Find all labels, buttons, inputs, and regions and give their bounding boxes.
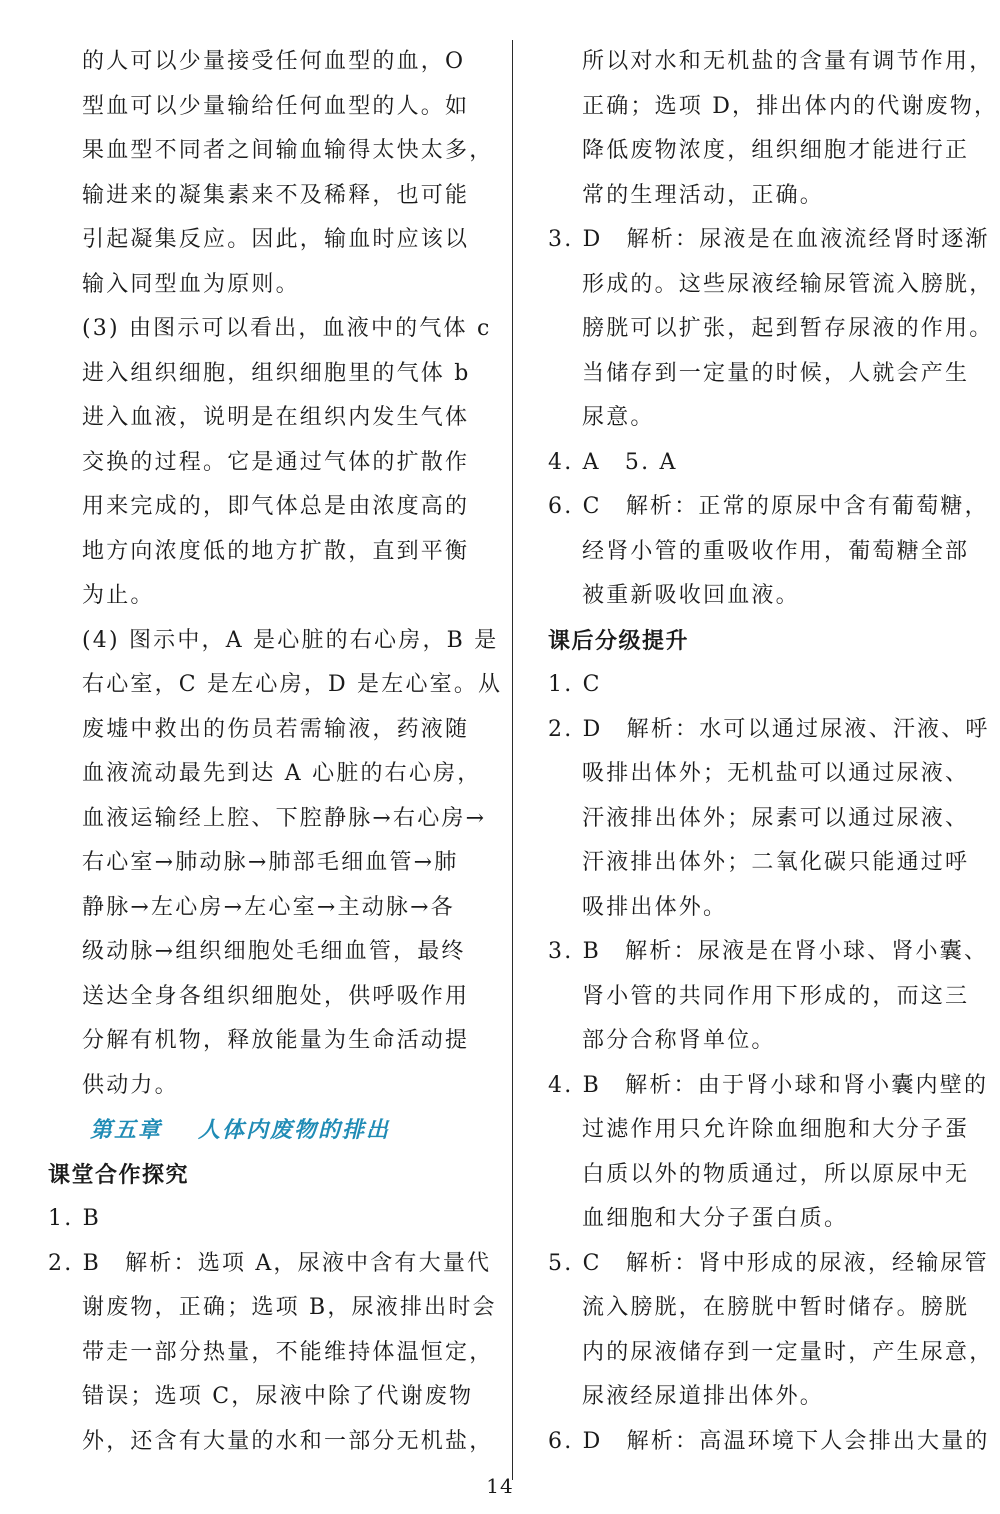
text-line: (3) 由图示可以看出，血液中的气体 c: [82, 316, 492, 341]
text-line: 进入组织细胞，组织细胞里的气体 b: [82, 360, 471, 386]
answer-line: 吸排出体外；无机盐可以通过尿液、: [582, 761, 970, 786]
section-heading: 课堂合作探究: [48, 1161, 190, 1188]
answer-line: 6. C 解析：正常的原尿中含有葡萄糖，: [548, 494, 989, 519]
text-line: 为止。: [82, 583, 155, 608]
text-line: 废墟中救出的伤员若需输液，药液随: [82, 716, 470, 742]
text-line: 级动脉→组织细胞处毛细血管，最终: [82, 939, 466, 964]
text-line: 输入同型血为原则。: [82, 271, 300, 297]
text-line: 血液运输经上腔、下腔静脉→右心房→: [82, 805, 487, 831]
text-line: 静脉→左心房→左心室→主动脉→各: [82, 894, 455, 920]
answer-line: 谢废物，正确；选项 B，尿液排出时会: [82, 1295, 497, 1320]
answer-line: 内的尿液储存到一定量时，产生尿意，: [582, 1339, 994, 1365]
answer-line: 2. B 解析：选项 A，尿液中含有大量代: [48, 1250, 492, 1276]
answer-line: 4. B 解析：由于肾小球和肾小囊内壁的: [548, 1072, 989, 1098]
answer-line: 1. B: [48, 1206, 101, 1231]
answer-line: 1. C: [548, 672, 602, 697]
answer-line: 经肾小管的重吸收作用，葡萄糖全部: [582, 538, 970, 564]
answer-line: 正确；选项 D，排出体内的代谢废物，: [582, 93, 999, 119]
answer-line: 膀胱可以扩张，起到暂存尿液的作用。: [582, 316, 994, 341]
text-line: 地方向浓度低的地方扩散，直到平衡: [82, 538, 470, 564]
answer-line: 汗液排出体外；尿素可以通过尿液、: [582, 805, 970, 831]
answer-line: 肾小管的共同作用下形成的，而这三: [582, 983, 970, 1009]
section-heading: 课后分级提升: [548, 627, 690, 654]
left-column: [48, 40, 503, 1464]
answer-line: 5. C 解析：肾中形成的尿液，经输尿管: [548, 1250, 989, 1276]
answer-line: 带走一部分热量，不能维持体温恒定，: [82, 1339, 494, 1365]
text-line: (4) 图示中，A 是心脏的右心房，B 是: [82, 627, 499, 653]
answer-line: 过滤作用只允许除血细胞和大分子蛋: [582, 1117, 970, 1142]
chapter-number: 第五章: [90, 1117, 163, 1143]
text-line: 的人可以少量接受任何血型的血，O: [82, 49, 466, 74]
answer-line: 2. D 解析：水可以通过尿液、汗液、呼: [548, 716, 990, 742]
text-line: 右心室，C 是左心房，D 是左心室。从: [82, 672, 503, 697]
page-number: 14: [486, 1474, 514, 1498]
answer-line: 血细胞和大分子蛋白质。: [582, 1206, 849, 1231]
text-line: 交换的过程。它是通过气体的扩散作: [82, 449, 470, 475]
chapter-heading: [48, 1108, 488, 1153]
right-column: [548, 40, 999, 1464]
answer-line: 降低废物浓度，组织细胞才能进行正: [582, 138, 970, 163]
answer-line: 吸排出体外。: [582, 894, 728, 920]
answer-line: 外，还含有大量的水和一部分无机盐，: [82, 1428, 494, 1454]
text-line: 血液流动最先到达 A 心脏的右心房，: [82, 761, 482, 786]
answer-line: 尿液经尿道排出体外。: [582, 1384, 825, 1409]
text-line: 型血可以少量输给任何血型的人。如: [82, 93, 470, 119]
text-line: 分解有机物，释放能量为生命活动提: [82, 1028, 470, 1053]
answer-line: 部分合称肾单位。: [582, 1028, 776, 1053]
answer-line: 流入膀胱，在膀胱中暂时储存。膀胱: [582, 1295, 970, 1320]
answer-line: 错误；选项 C，尿液中除了代谢废物: [82, 1384, 474, 1409]
answer-line: 被重新吸收回血液。: [582, 583, 800, 608]
answer-line: 汗液排出体外；二氧化碳只能通过呼: [582, 850, 970, 875]
chapter-title: 人体内废物的排出: [198, 1117, 391, 1143]
answer-line: 当储存到一定量的时候，人就会产生: [582, 360, 970, 386]
answer-line: 4. A 5. A: [548, 449, 678, 475]
answer-line: 3. B 解析：尿液是在肾小球、肾小囊、: [548, 939, 989, 964]
text-line: 供动力。: [82, 1072, 179, 1098]
answer-line: 常的生理活动，正确。: [582, 182, 825, 208]
answer-line: 3. D 解析：尿液是在血液流经肾时逐渐: [548, 227, 990, 252]
answer-line: 所以对水和无机盐的含量有调节作用，: [582, 49, 994, 74]
answer-line: 形成的。这些尿液经输尿管流入膀胱，: [582, 271, 994, 297]
text-line: 输进来的凝集素来不及稀释，也可能: [82, 182, 470, 208]
text-line: 果血型不同者之间输血输得太快太多，: [82, 138, 494, 163]
text-line: 用来完成的，即气体总是由浓度高的: [82, 494, 470, 519]
text-line: 右心室→肺动脉→肺部毛细血管→肺: [82, 850, 459, 875]
text-line: 送达全身各组织细胞处，供呼吸作用: [82, 983, 470, 1009]
column-divider: [512, 40, 513, 1480]
answer-line: 尿意。: [582, 405, 655, 430]
answer-line: 6. D 解析：高温环境下人会排出大量的: [548, 1428, 990, 1454]
answer-line: 白质以外的物质通过，所以原尿中无: [582, 1161, 970, 1187]
text-line: 引起凝集反应。因此，输血时应该以: [82, 227, 470, 252]
text-line: 进入血液，说明是在组织内发生气体: [82, 405, 470, 430]
